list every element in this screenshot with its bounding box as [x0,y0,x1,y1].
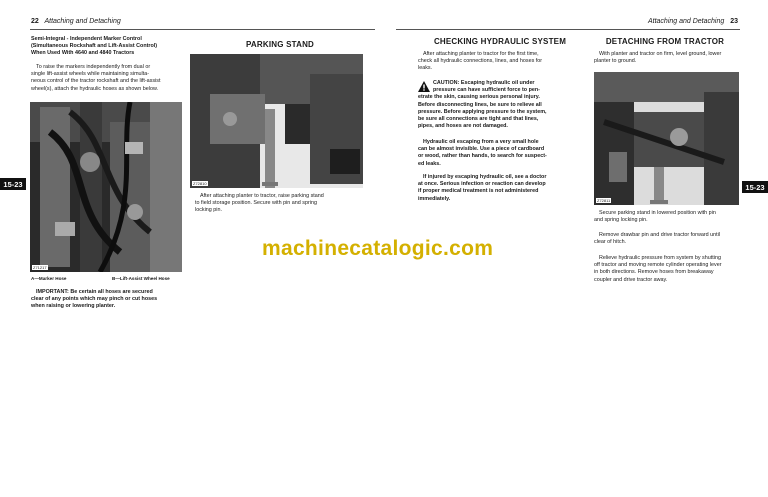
oil-note-line: can be almost invisible. Use a piece of cardboard [418,146,545,153]
step2-line: Remove drawbar pin and drive tractor forward until [599,232,721,238]
caution-line: pressure. Before applying pressure to the system, [418,108,547,115]
parking-body-line: locking pin. [195,207,222,214]
warning-triangle-icon [418,81,430,92]
detaching-photo-code: Z72811 [597,198,611,203]
marker-heading-line: Semi-Integral - Independent Marker Control [31,36,142,42]
parking-stand-photo-image [190,54,363,188]
detaching-intro-line: planter to ground. [594,58,637,65]
left-running-title: Attaching and Detaching [44,18,121,25]
parking-photo-code: Z72810 [193,181,207,186]
right-header-rule [396,29,740,30]
section-tab-right: 15-23 [742,181,768,193]
caution-line: CAUTION: Escaping hydraulic oil under [433,80,535,86]
right-page-number: 23 [730,18,738,25]
section-tab-left: 15-23 [0,178,26,190]
parking-body-line: After attaching planter to tractor, raise parking stand [200,193,324,199]
step3-line: in both directions. Remove hoses from breakaway [594,269,714,276]
injury-note-line: If injured by escaping hydraulic oil, see a doctor [423,174,547,180]
hydraulic-title: CHECKING HYDRAULIC SYSTEM [433,37,567,46]
detaching-photo [594,72,739,205]
left-page-number: 22 [31,18,39,25]
important-line: clear of any points which may pinch or cut hoses [31,296,158,303]
marker-body-line: To raise the markers independently from dual or [36,64,151,70]
caution-first-row [418,80,586,94]
detaching-intro [594,51,744,65]
detaching-photo-image [594,72,739,205]
marker-section-heading [31,36,191,57]
marker-body-line: single lift-assist wheels while maintaining simulta- [31,71,150,78]
important-line: when raising or lowering planter. [31,303,116,310]
step1-line: Secure parking stand in lowered position with pin [599,210,716,216]
watermark-text: machinecatalogic.com [262,237,494,260]
hydraulic-intro-line: check all hydraulic connections, lines, and hoses for [418,58,543,65]
parking-stand-title: PARKING STAND [245,40,315,49]
marker-body-line: neous control of the tractor rockshaft and the lift-assist [31,78,161,85]
step3-line: coupler and drive tractor away. [594,276,668,283]
caution-line: pipes, and hoses are not damaged. [418,123,508,130]
injury-note-line: immediately. [418,195,451,202]
detaching-step3 [594,255,746,284]
caution-line: be sure all connections are tight and that lines, [418,116,539,123]
step2-line: clear of hitch. [594,239,627,246]
right-page-header [648,18,738,25]
parking-stand-photo [190,54,363,188]
step3-line: off tractor and moving remote cylinder operating lever [594,262,722,269]
hydraulic-intro-line: leaks. [418,65,433,72]
left-page-header [31,18,121,25]
left-header-rule [30,29,375,30]
parking-stand-body [195,193,365,215]
hydraulic-intro-line: After attaching planter to tractor for the first time, [423,51,539,57]
caption-b: B—Lift-Assist Wheel Hose [112,276,170,281]
detaching-step1 [594,210,744,224]
hydraulic-oil-note [418,139,586,168]
marker-section-body [31,64,191,93]
caution-line: pressure can have sufficient force to pen- [433,87,540,94]
marker-heading-line: (Simultaneous Rockshaft and Lift-Assist Control) [31,43,158,49]
injury-note-line: if proper medical treatment is not administered [418,188,539,195]
parking-body-line: to field storage position. Secure with pin and spring [195,200,317,207]
detaching-intro-line: With planter and tractor on firm, level ground, lower [599,51,722,57]
caution-line: etrate the skin, causing serious personal injury. [418,94,540,101]
caution-line: Before disconnecting lines, be sure to relieve all [418,101,542,108]
right-running-title: Attaching and Detaching [647,18,725,25]
marker-body-line: wheel(s), attach the hydraulic hoses as shown below. [31,85,159,92]
caption-a: A—Marker Hose [31,276,67,281]
hydraulic-intro [418,51,583,73]
detaching-title: DETACHING FROM TRACTOR [605,37,725,46]
step1-line: and spring locking pin. [594,217,648,224]
step3-line: Relieve hydraulic pressure from system by shutting [599,255,721,261]
oil-note-line: Hydraulic oil escaping from a very small hole [423,139,539,145]
marker-heading-line: When Used With 4640 and 4840 Tractors [31,50,135,56]
caution-block [418,80,586,130]
oil-note-line: or wood, rather than hands, to search for suspect- [418,153,547,160]
oil-note-line: ed leaks. [418,160,441,167]
detaching-step2 [594,232,744,246]
injury-note-line: at once. Serious infection or reaction can develop [418,181,546,188]
important-line: IMPORTANT: Be certain all hoses are secured [36,289,153,295]
marker-hose-photo-image [30,102,182,272]
important-note [31,289,191,311]
marker-hose-photo [30,102,182,272]
marker-photo-code: Z71217 [33,265,47,270]
injury-note [418,174,586,203]
